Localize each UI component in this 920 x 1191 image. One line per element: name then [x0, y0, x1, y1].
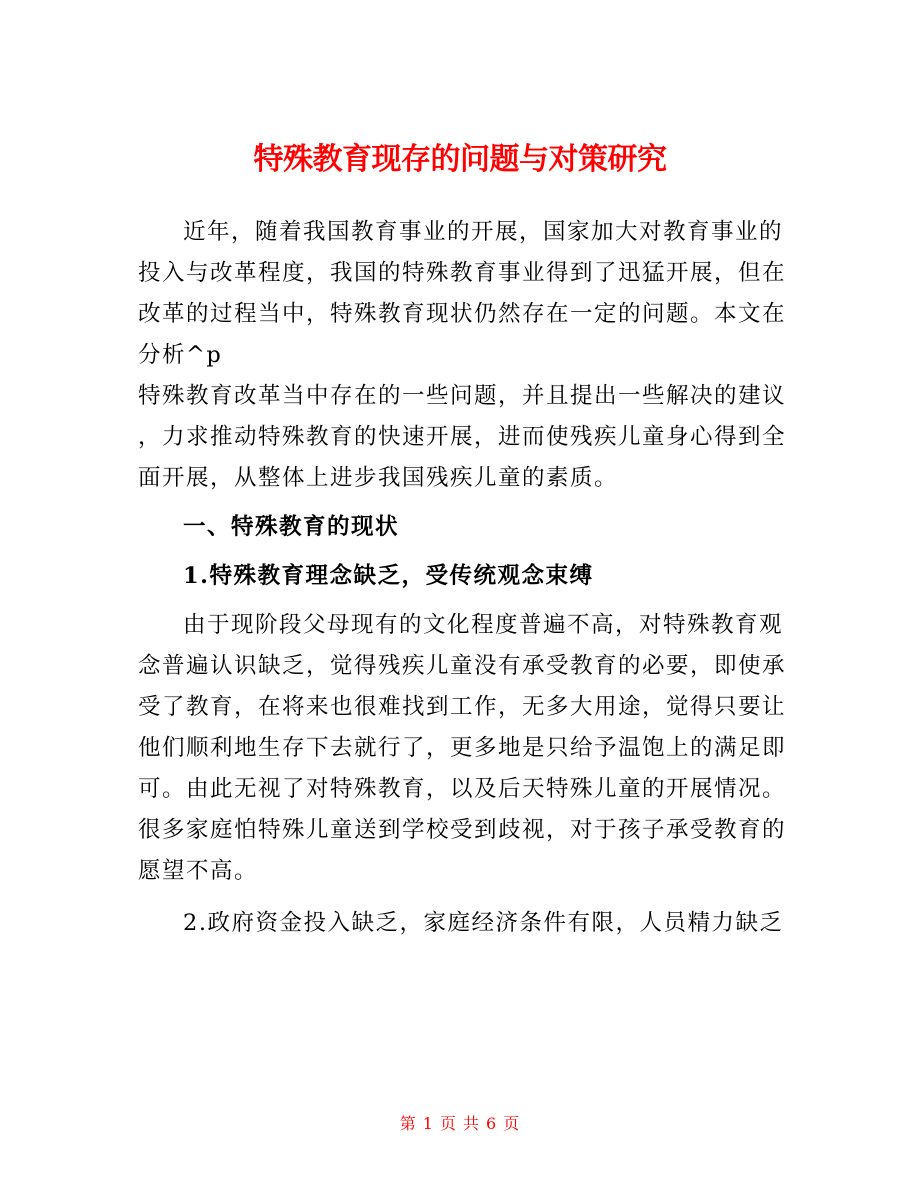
paragraph-line: 分析^p	[138, 342, 223, 368]
paragraph-line: 近年，随着我国教育事业的开展，国家加大对教育事业的	[183, 219, 784, 245]
paragraph-line: 念普遍认识缺乏，觉得残疾儿童没有承受教育的必要，即使承	[138, 653, 787, 679]
paragraph-line: 他们顺利地生存下去就行了，更多地是只给予温饱上的满足即	[138, 735, 787, 761]
paragraph-line: ，力求推动特殊教育的快速开展，进而使残疾儿童身心得到全	[138, 424, 787, 450]
document-body	[138, 212, 788, 944]
page-footer	[0, 1112, 920, 1136]
paragraph-line: 改革的过程当中，特殊教育现状仍然存在一定的问题。本文在	[138, 301, 787, 327]
section-heading: 一、特殊教育的现状	[183, 514, 400, 540]
document-title: 特殊教育现存的问题与对策研究	[253, 142, 667, 178]
subsection-heading: 1.特殊教育理念缺乏，受传统观念束缚	[183, 563, 594, 589]
paragraph-line: 很多家庭怕特殊儿童送到学校受到歧视，对于孩子承受教育的	[138, 817, 787, 843]
footer-page-unit: 页	[439, 1114, 457, 1133]
footer-total-unit: 页	[503, 1114, 521, 1133]
footer-total-label: 共	[463, 1114, 481, 1133]
footer-total-pages: 6	[486, 1114, 498, 1133]
subsection-heading: 2.政府资金投入缺乏，家庭经济条件有限，人员精力缺乏	[183, 910, 784, 936]
paragraph-line: 特殊教育改革当中存在的一些问题，并且提出一些解决的建议	[138, 383, 787, 409]
paragraph-line: 可。由此无视了对特殊教育，以及后天特殊儿童的开展情况。	[138, 776, 787, 802]
footer-current-page: 1	[422, 1114, 434, 1133]
paragraph-line: 愿望不高。	[138, 858, 259, 884]
paragraph-line: 投入与改革程度，我国的特殊教育事业得到了迅猛开展，但在	[138, 260, 787, 286]
footer-page-label: 第	[399, 1114, 417, 1133]
paragraph-line: 面开展，从整体上进步我国残疾儿童的素质。	[138, 465, 619, 491]
paragraph-line: 受了教育，在将来也很难找到工作，无多大用途，觉得只要让	[138, 694, 787, 720]
paragraph-line: 由于现阶段父母现有的文化程度普遍不高，对特殊教育观	[183, 612, 784, 638]
